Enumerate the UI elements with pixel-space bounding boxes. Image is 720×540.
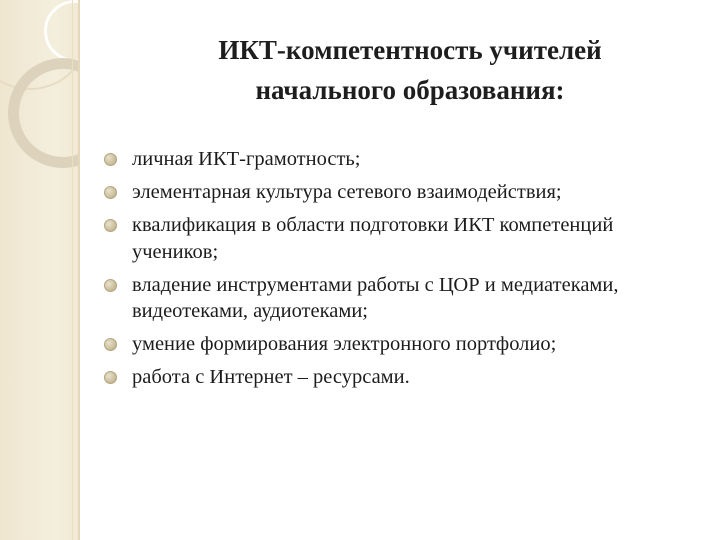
bullet-item — [104, 146, 704, 173]
bullet-text: квалификация в области подготовки ИКТ компетенций учеников; — [132, 214, 614, 263]
bullet-item — [104, 179, 704, 206]
bullet-dot-icon — [104, 338, 117, 351]
bullet-item — [104, 364, 704, 391]
bullet-dot-icon — [104, 371, 117, 384]
slide-title-line-2: начального образования: — [255, 75, 565, 105]
bullet-text: умение формирования электронного портфолио; — [132, 333, 557, 355]
bullet-dot-icon — [104, 279, 117, 292]
bullet-dot-icon — [104, 186, 117, 199]
bullet-item — [104, 331, 704, 358]
bullet-dot-icon — [104, 153, 117, 166]
bullet-text: личная ИКТ-грамотность; — [132, 148, 361, 170]
bullet-item — [104, 272, 704, 325]
bullet-text: работа с Интернет – ресурсами. — [132, 366, 410, 388]
side-panel-divider — [72, 0, 73, 540]
bullet-text: элементарная культура сетевого взаимодействия; — [132, 181, 562, 203]
bullet-dot-icon — [104, 219, 117, 232]
slide-title-line-1: ИКТ-компетентность учителей — [218, 35, 602, 65]
decorative-side-panel — [0, 0, 80, 540]
slide-title — [150, 30, 670, 110]
bullet-text: владение инструментами работы с ЦОР и медиатеками, видеотеками, аудиотеками; — [132, 273, 619, 322]
bullet-list — [104, 146, 704, 397]
bullet-item — [104, 212, 704, 265]
